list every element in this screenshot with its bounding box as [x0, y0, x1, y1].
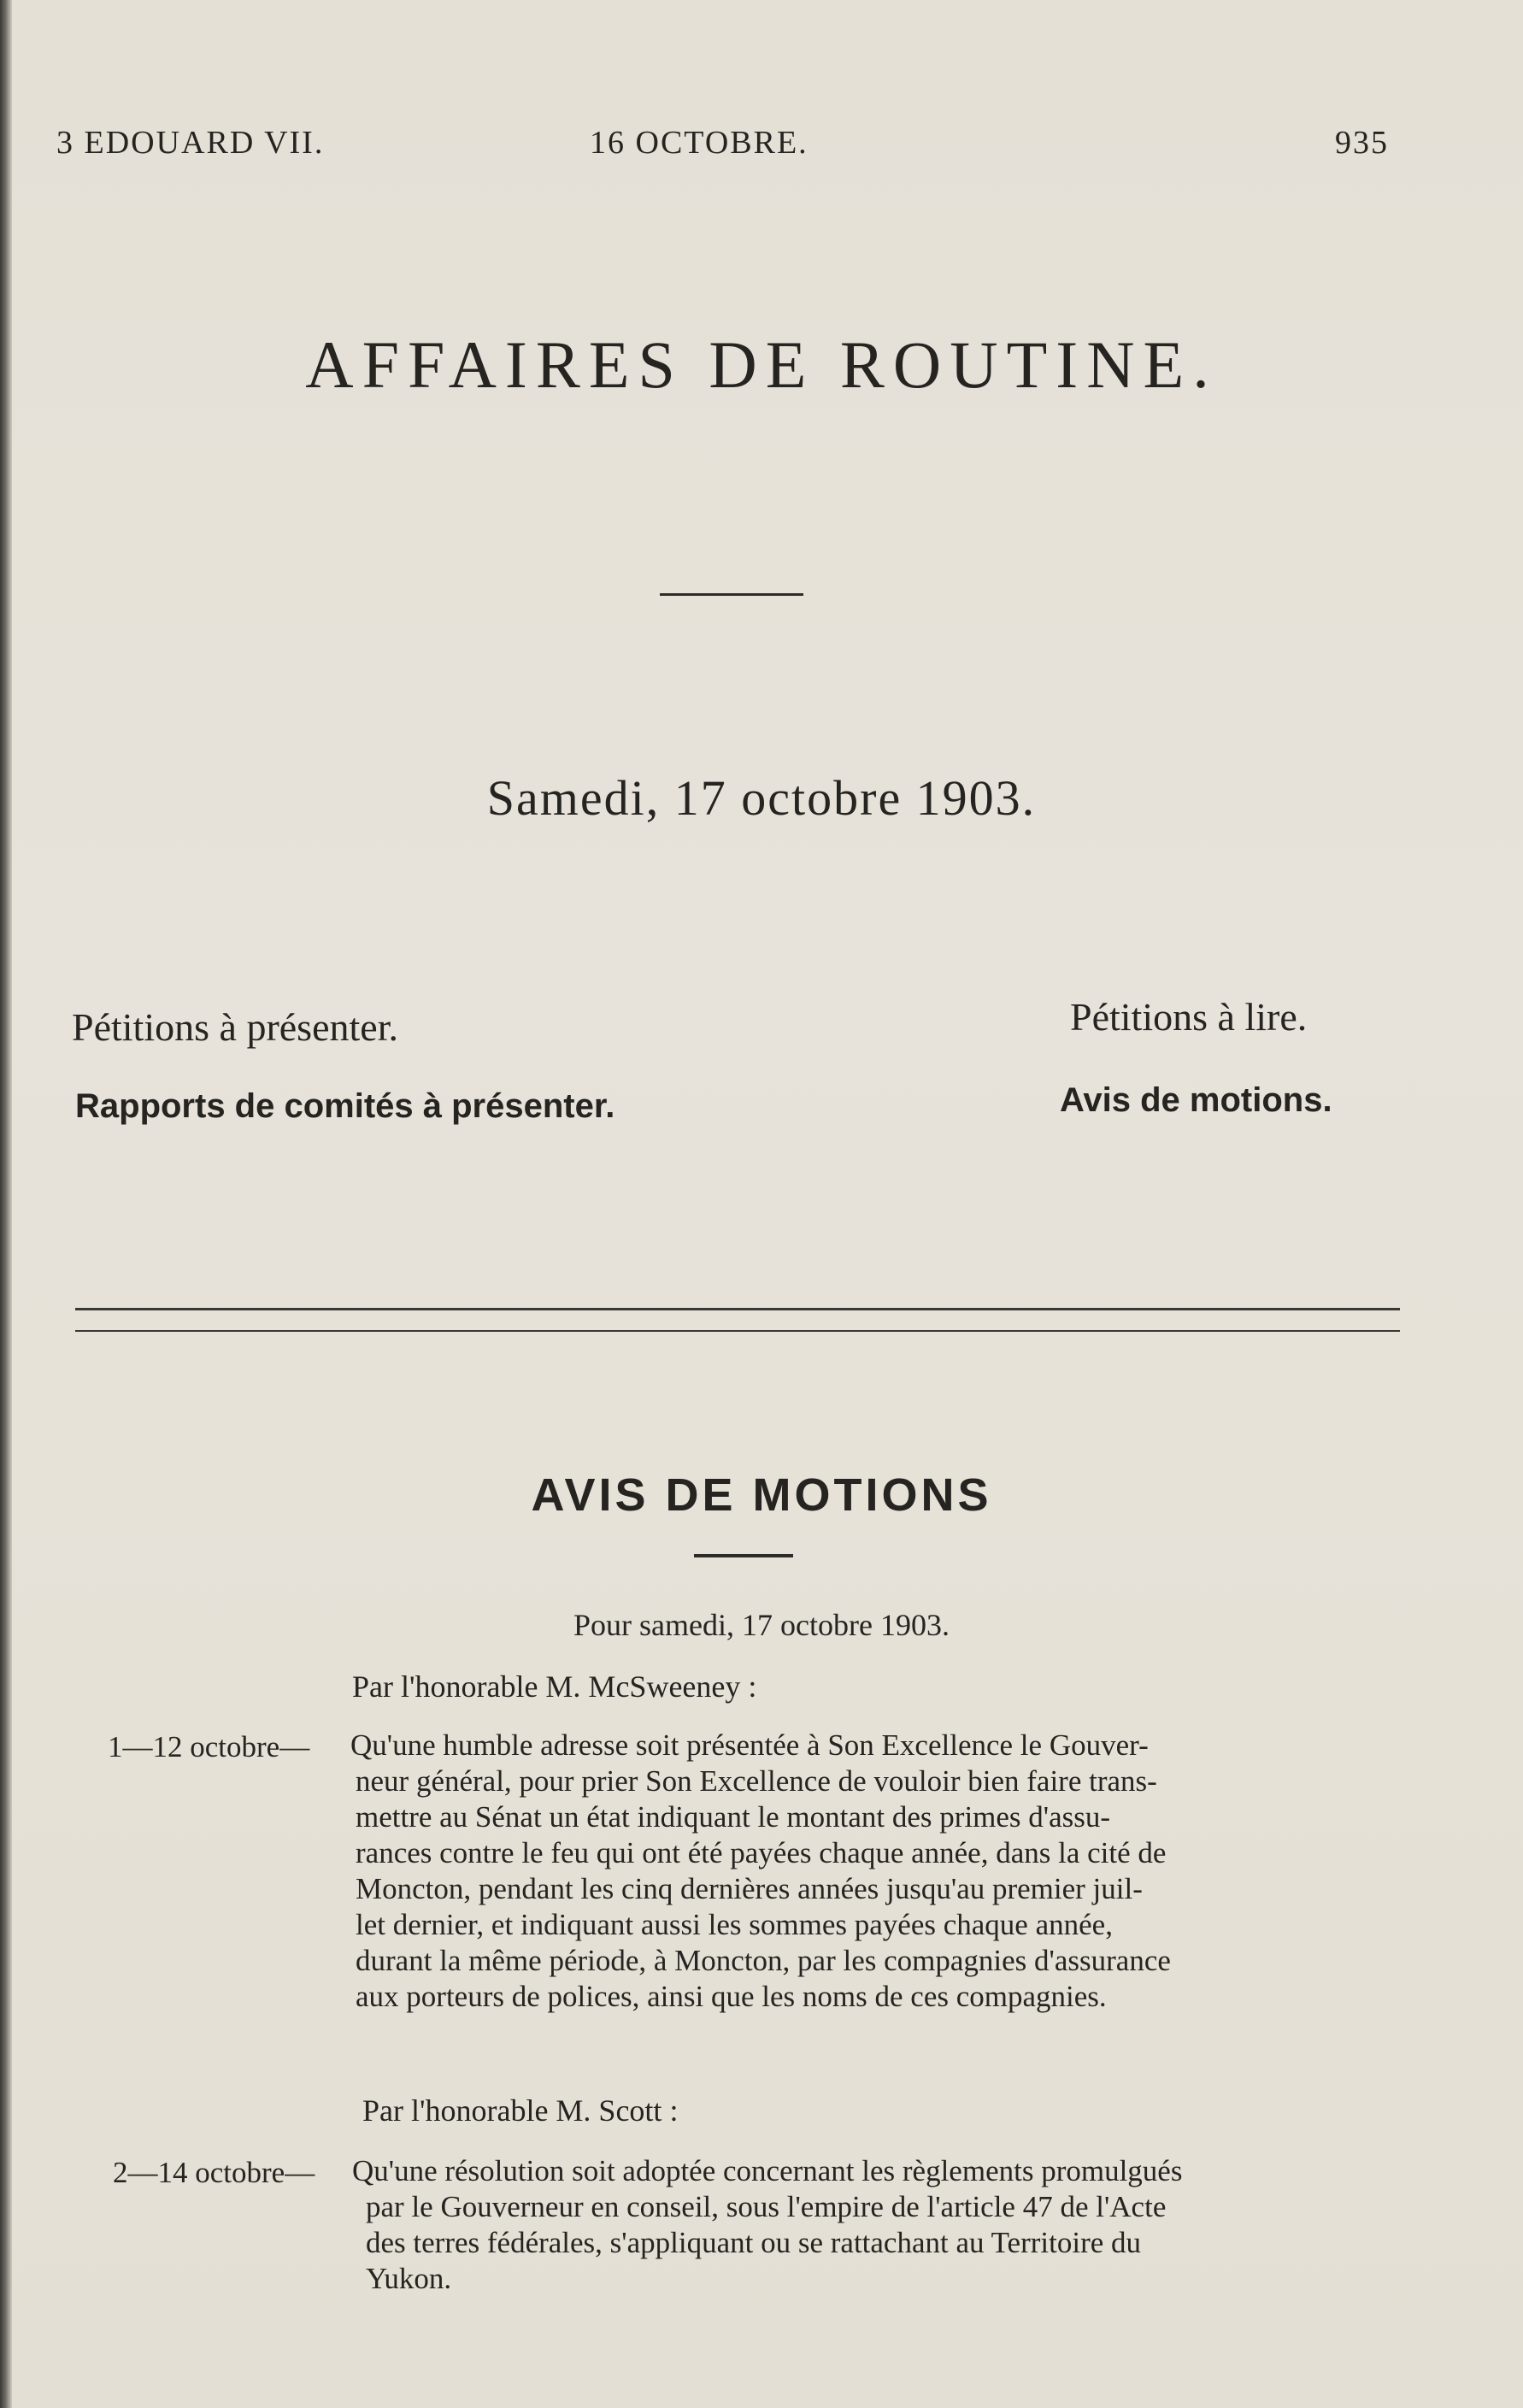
- running-head-date: 16 OCTOBRE.: [590, 125, 809, 161]
- page-number: 935: [1335, 125, 1389, 161]
- notices-date: Pour samedi, 17 octobre 1903.: [573, 1608, 950, 1642]
- motion-1-line: durant la même période, à Moncton, par les compagnies d'assurance: [356, 1944, 1171, 1977]
- motion-1-line: rances contre le feu qui ont été payées chaque année, dans la cité de: [356, 1836, 1167, 1869]
- motion-1-line: Qu'une humble adresse soit présentée à Son Excellence le Gouver-: [350, 1728, 1149, 1762]
- motion-1-line: let dernier, et indiquant aussi les sommes payées chaque année,: [356, 1908, 1113, 1941]
- order-item-committee-reports: Rapports de comités à présenter.: [75, 1087, 615, 1125]
- order-item-petitions-to-read: Pétitions à lire.: [1070, 995, 1308, 1039]
- page-title: AFFAIRES DE ROUTINE.: [305, 327, 1218, 402]
- motion-2-line: des terres fédérales, s'appliquant ou se rattachant au Territoire du: [366, 2226, 1142, 2259]
- motion-2-line: Qu'une résolution soit adoptée concernant les règlements promulgués: [352, 2154, 1183, 2187]
- notices-divider: [694, 1554, 793, 1557]
- motion-2-mover: Par l'honorable M. Scott :: [362, 2093, 679, 2128]
- order-item-notices-of-motion: Avis de motions.: [1060, 1081, 1332, 1119]
- motion-2-line: par le Gouverneur en conseil, sous l'empire de l'article 47 de l'Acte: [366, 2190, 1167, 2223]
- motion-1-mover: Par l'honorable M. McSweeney :: [352, 1669, 757, 1704]
- motion-1-line: Moncton, pendant les cinq dernières années jusqu'au premier juil-: [356, 1872, 1143, 1905]
- motion-2-number: 2—14 octobre—: [113, 2156, 315, 2189]
- order-item-petitions-to-present: Pétitions à présenter.: [72, 1005, 398, 1049]
- motion-1-line: aux porteurs de polices, ainsi que les noms de ces compagnies.: [356, 1980, 1107, 2013]
- motion-2-line: Yukon.: [366, 2262, 452, 2295]
- running-head-regnal-year: 3 EDOUARD VII.: [56, 125, 325, 161]
- motion-1-line: mettre au Sénat un état indiquant le montant des primes d'assu-: [356, 1800, 1111, 1834]
- section-divider-upper: [75, 1308, 1400, 1310]
- section-divider-lower: [75, 1330, 1400, 1332]
- sitting-date: Samedi, 17 octobre 1903.: [486, 770, 1037, 826]
- motion-1-line: neur général, pour prier Son Excellence de vouloir bien faire trans-: [356, 1764, 1157, 1798]
- motion-1-number: 1—12 octobre—: [108, 1730, 310, 1763]
- title-divider: [660, 593, 803, 596]
- notices-heading: AVIS DE MOTIONS: [531, 1469, 992, 1521]
